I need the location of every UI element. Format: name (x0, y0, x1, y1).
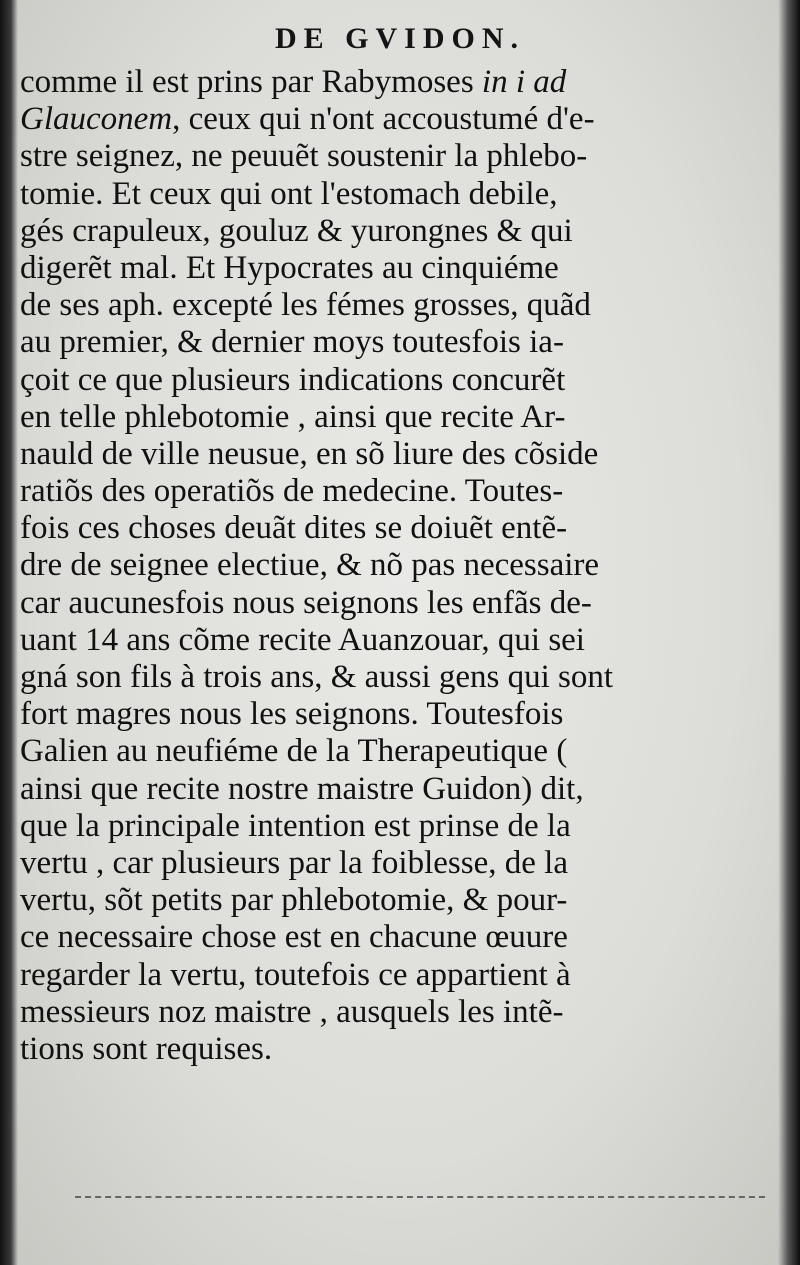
text-line (20, 808, 780, 845)
body-text (20, 64, 780, 1068)
text-line (20, 585, 780, 622)
text-line (20, 547, 780, 584)
text-segment: ratiõs des operatiõs de medecine. Toutes- (20, 473, 564, 510)
text-line (20, 957, 780, 994)
text-segment: en telle phlebotomie , ainsi que recite Ar- (20, 398, 566, 435)
text-line (20, 64, 780, 101)
text-segment: tions sont requises. (20, 1030, 273, 1067)
text-line (20, 622, 780, 659)
text-segment: que la principale intention est prinse de la (20, 807, 571, 844)
text-line (20, 882, 780, 919)
text-segment: Galien au neufiéme de la Therapeutique ( (20, 733, 568, 770)
text-line (20, 324, 780, 361)
italic-segment: Glauconem (20, 101, 173, 138)
text-segment: car aucunesfois nous seignons les enfãs de- (20, 584, 592, 621)
running-header: DE GVIDON. (274, 22, 525, 55)
text-line (20, 696, 780, 733)
text-line (20, 287, 780, 324)
text-segment: de ses aph. excepté les fémes grosses, quãd (20, 287, 591, 324)
text-segment: comme il est prins par Rabymoses (20, 64, 482, 100)
page-edge-left (0, 0, 18, 1265)
text-line (20, 845, 780, 882)
bottom-rule (75, 1196, 765, 1198)
text-segment: digerẽt mal. Et Hypocrates au cinquiéme (20, 249, 559, 286)
text-segment: fois ces choses deuãt dites se doiuẽt entẽ- (20, 510, 568, 547)
text-segment: messieurs noz maistre , ausquels les intẽ- (20, 993, 564, 1030)
text-line (20, 994, 780, 1031)
text-line (20, 399, 780, 436)
text-line (20, 176, 780, 213)
text-line (20, 362, 780, 399)
text-line (20, 138, 780, 175)
text-segment: vertu, sõt petits par phlebotomie, & pour- (20, 882, 568, 919)
text-line (20, 436, 780, 473)
text-line (20, 250, 780, 287)
text-segment: uant 14 ans cõme recite Auanzouar, qui sei (20, 621, 585, 658)
text-line (20, 473, 780, 510)
text-segment: gés crapuleux, gouluz & yurongnes & qui (20, 212, 573, 249)
text-segment: dre de seignee electiue, & nõ pas necessaire (20, 547, 600, 584)
text-segment: ce necessaire chose est en chacune œuure (20, 919, 568, 956)
text-line (20, 659, 780, 696)
text-segment: nauld de ville neusue, en sõ liure des cõside (20, 435, 599, 472)
text-line (20, 101, 780, 138)
text-segment: stre seignez, ne peuuẽt soustenir la phlebo- (20, 138, 588, 175)
text-segment: tomie. Et ceux qui ont l'estomach debile, (20, 175, 558, 212)
text-segment: ainsi que recite nostre maistre Guidon) dit, (20, 770, 584, 807)
text-line (20, 919, 780, 956)
text-line (20, 771, 780, 808)
text-segment: au premier, & dernier moys toutesfois ia- (20, 324, 564, 361)
text-segment: vertu , car plusieurs par la foiblesse, de la (20, 844, 568, 881)
text-segment: , ceux qui n'ont accoustumé d'e- (172, 101, 595, 138)
text-line (20, 1031, 780, 1068)
text-segment: çoit ce que plusieurs indications concurẽt (20, 361, 566, 398)
text-segment: gná son fils à trois ans, & aussi gens qui sont (20, 659, 614, 695)
text-line (20, 510, 780, 547)
text-line (20, 213, 780, 250)
text-segment: fort magres nous les seignons. Toutesfois (20, 696, 564, 733)
text-segment: regarder la vertu, toutefois ce appartient à (20, 956, 571, 993)
page-edge-right (778, 0, 800, 1265)
italic-segment: in i ad (481, 64, 567, 100)
text-line (20, 733, 780, 770)
